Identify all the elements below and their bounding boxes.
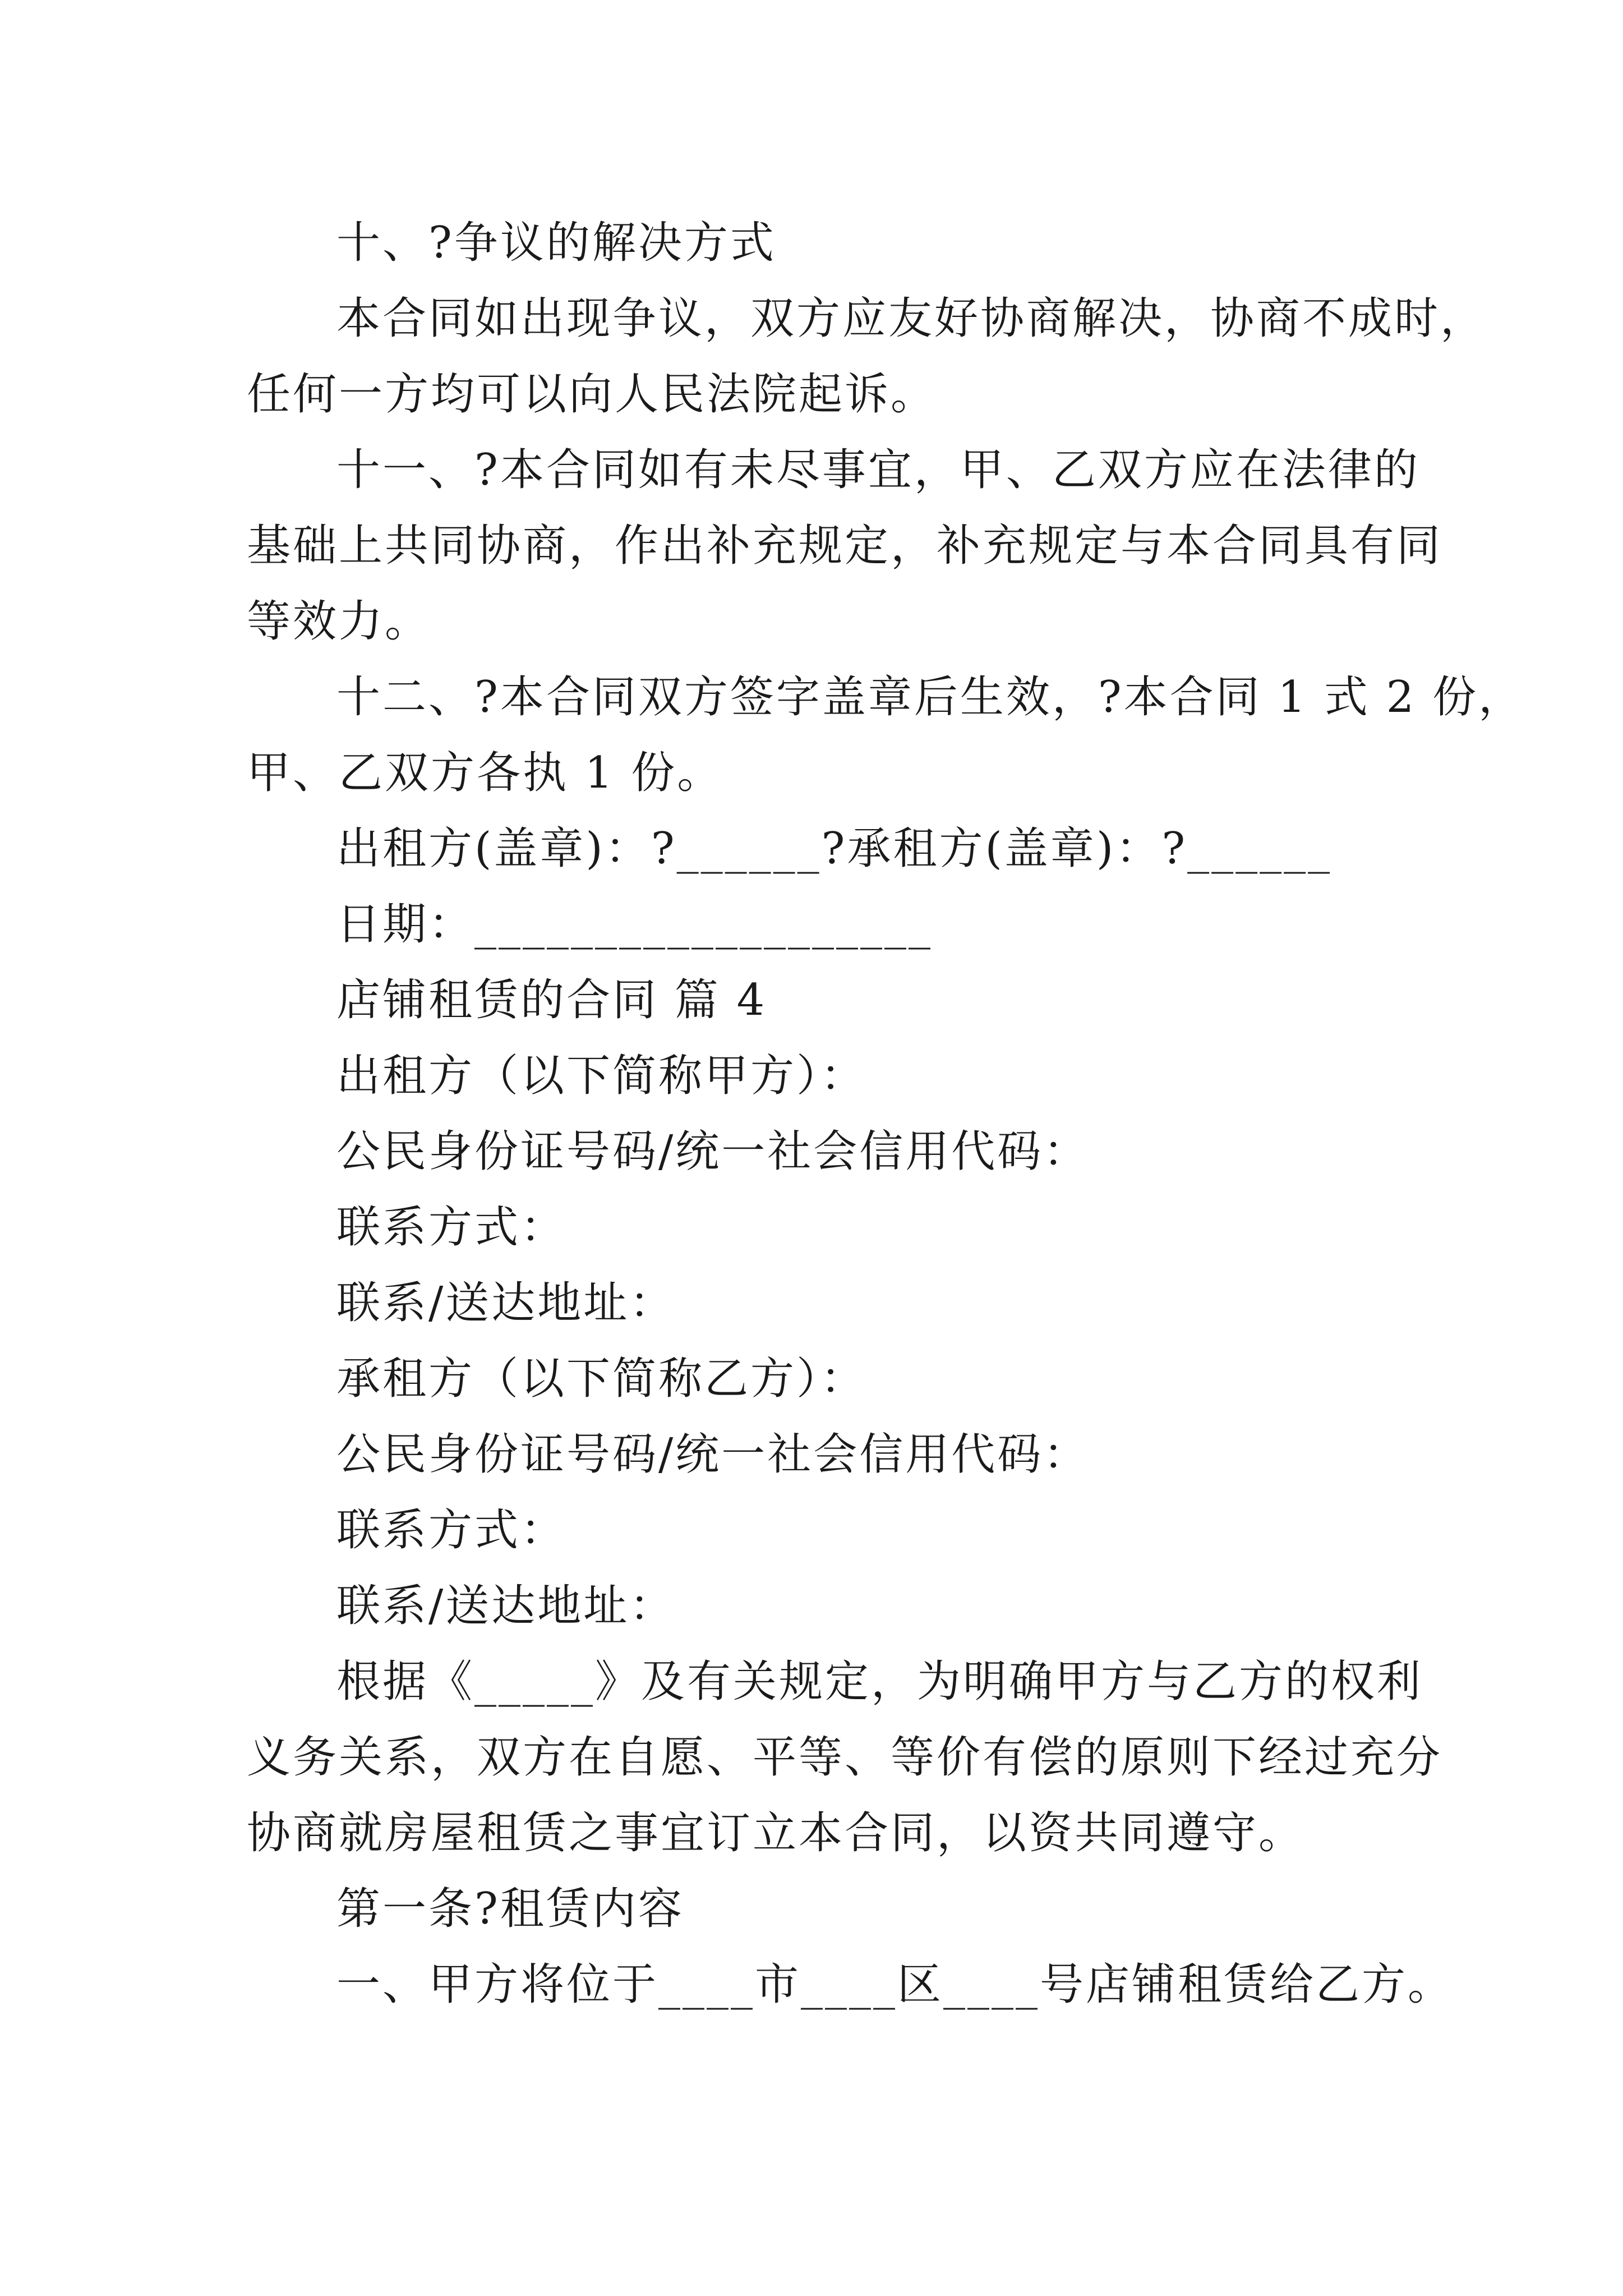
paragraph-line: 根据《_____》及有关规定，为明确甲方与乙方的权利	[336, 1657, 1423, 1707]
lessee-label: 承租方（以下简称乙方）：	[336, 1354, 867, 1404]
article-heading: 第一条?租赁内容	[336, 1884, 684, 1934]
paragraph-line: 协商就房屋租赁之事宜订立本合同，以资共同遵守。	[247, 1808, 1305, 1858]
section-title-contract-4: 店铺租赁的合同 篇 4	[336, 975, 767, 1025]
lessee-contact-label: 联系方式：	[336, 1505, 567, 1556]
paragraph-line: 基础上共同协商，作出补充规定，补充规定与本合同具有同	[247, 521, 1443, 571]
paragraph-line: 任何一方均可以向人民法院起诉。	[247, 369, 937, 420]
lessee-id-label: 公民身份证号码/统一社会信用代码：	[336, 1429, 1090, 1480]
date-line: 日期：___________________	[336, 899, 933, 950]
lessor-contact-label: 联系方式：	[336, 1202, 567, 1253]
paragraph-line: 一、甲方将位于____市____区____号店铺租赁给乙方。	[336, 1959, 1454, 2010]
paragraph-line: 甲、乙双方各执 1 份。	[247, 748, 723, 798]
paragraph-line: 义务关系，双方在自愿、平等、等价有偿的原则下经过充分	[247, 1732, 1443, 1783]
signature-line: 出租方(盖章)：?______?承租方(盖章)：?______	[336, 823, 1332, 874]
lessor-address-label: 联系/送达地址：	[336, 1278, 676, 1328]
lessee-address-label: 联系/送达地址：	[336, 1581, 676, 1631]
section-heading-dispute: 十、?争议的解决方式	[336, 218, 776, 268]
paragraph-line: 十二、?本合同双方签字盖章后生效，?本合同 1 式 2 份，	[336, 672, 1525, 723]
lessor-id-label: 公民身份证号码/统一社会信用代码：	[336, 1126, 1090, 1177]
paragraph-line: 本合同如出现争议，双方应友好协商解决，协商不成时，	[336, 293, 1487, 344]
lessor-label: 出租方（以下简称甲方）：	[336, 1051, 867, 1101]
paragraph-line: 等效力。	[247, 596, 431, 647]
paragraph-line: 十一、?本合同如有未尽事宜，甲、乙双方应在法律的	[336, 445, 1420, 495]
